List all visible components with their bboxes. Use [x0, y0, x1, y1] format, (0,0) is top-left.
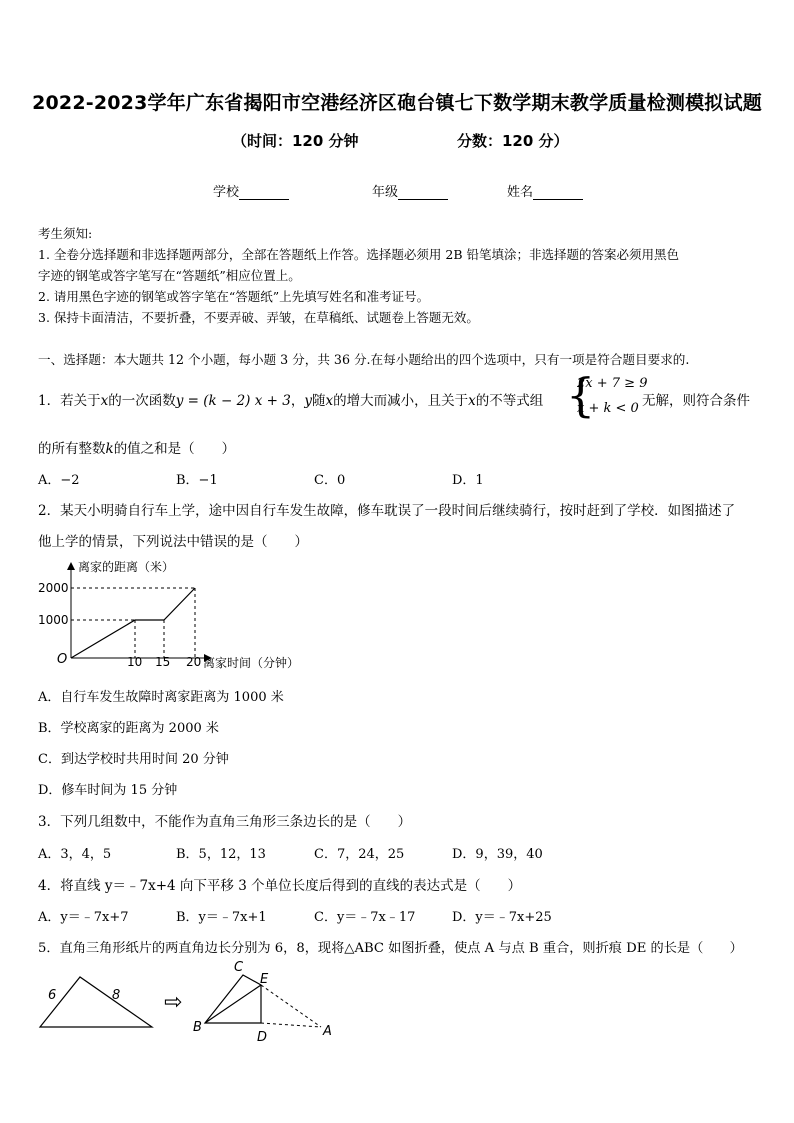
graph-y-tick: 1000	[38, 613, 69, 627]
graph-origin: O	[57, 652, 68, 667]
inequality-1: 2x + 7 ≥ 9	[577, 376, 648, 391]
point-label-b: B	[193, 1020, 202, 1035]
q1-var: x	[100, 393, 109, 409]
question-1-line-1	[38, 389, 543, 409]
side-label-8: 8	[112, 988, 121, 1003]
question-3: 3．下列几组数中，不能作为直角三角形三条边长的是（ ）	[38, 814, 412, 830]
arrow-icon: ⇨	[164, 990, 183, 1015]
notes-line: 字迹的钢笔或答字笔写在“答题纸”相应位置上。	[38, 268, 301, 283]
q1-text: 的增大而减小，且关于	[333, 393, 469, 409]
section-heading: 一、选择题：本大题共 12 个小题，每小题 3 分，共 36 分.在每小题给出的四个选项中，只有一项是符合题目要求的.	[38, 352, 690, 367]
name-blank	[533, 185, 583, 200]
question-5: 5．直角三角形纸片的两直角边长分别为 6，8，现将△ABC 如图折叠，使点 A 与点 B 重合，则折痕 DE 的长是（ ）	[38, 941, 743, 956]
graph-x-tick: 10	[127, 655, 143, 669]
q1-option-c: C．0	[314, 473, 346, 488]
original-triangle	[40, 977, 152, 1027]
q1-option-a: A．−2	[38, 473, 80, 488]
dashed-edge	[261, 1023, 321, 1027]
school-field	[213, 181, 289, 200]
exam-score: 分数：120 分）	[457, 132, 569, 150]
graph-y-label: 离家的距离（米）	[78, 560, 175, 574]
q1-text: 的一次函数	[108, 393, 176, 409]
q1-var: x	[325, 393, 334, 409]
grade-field	[372, 181, 448, 200]
distance-time-graph	[38, 556, 338, 676]
page-title: 2022-2023学年广东省揭阳市空港经济区砲台镇七下数学期末教学质量检测模拟试题	[32, 92, 762, 114]
folding-triangle-figure	[30, 955, 350, 1050]
q2-option-a: A．自行车发生故障时离家距离为 1000 米	[38, 690, 284, 705]
q1-var: y	[304, 393, 312, 409]
q1-text: 的值之和是（ ）	[113, 441, 236, 457]
school-blank	[239, 185, 289, 200]
question-4: 4．将直线 y＝﹣7x+4 向下平移 3 个单位长度后得到的直线的表达式是（ ）	[38, 878, 522, 894]
point-label-e: E	[260, 972, 269, 987]
inequality-brace: {	[566, 368, 596, 422]
q1-text: ，	[290, 393, 305, 409]
q3-option-b: B．5，12，13	[176, 847, 266, 862]
q3-option-d: D．9，39，40	[452, 847, 543, 862]
question-2-line-1: 2．某天小明骑自行车上学，途中因自行车发生故障，修车耽误了一段时间后继续骑行，按时赶到了学校．如图描述了	[38, 503, 736, 519]
graph-x-tick: 20	[186, 655, 202, 669]
q4-option-c: C．y＝﹣7x﹣17	[314, 910, 416, 925]
dashed-edge	[261, 985, 321, 1027]
question-2-line-2: 他上学的情景，下列说法中错误的是（ ）	[38, 534, 308, 550]
journey-line	[71, 588, 195, 658]
q1-var: k	[105, 441, 114, 457]
q3-option-a: A．3，4，5	[38, 847, 112, 862]
q1-option-b: B．−1	[176, 473, 218, 488]
q1-var: x	[468, 393, 476, 409]
q2-option-c: C．到达学校时共用时间 20 分钟	[38, 752, 229, 767]
school-label: 学校	[213, 185, 240, 200]
q4-option-a: A．y＝﹣7x+7	[38, 910, 129, 925]
name-label: 姓名	[507, 185, 534, 200]
point-label-d: D	[257, 1030, 268, 1045]
inequality-2: x + k < 0	[577, 401, 639, 416]
point-label-a: A	[323, 1024, 332, 1039]
q1-option-d: D．1	[452, 473, 484, 488]
question-1-line-2	[38, 437, 235, 457]
q1-text: 随	[311, 393, 326, 409]
grade-blank	[398, 185, 448, 200]
notes-heading: 考生须知:	[38, 226, 93, 241]
graph-x-label: 离家时间（分钟）	[203, 656, 300, 670]
point-label-c: C	[234, 960, 244, 975]
notes-line: 1. 全卷分选择题和非选择题两部分，全部在答题纸上作答。选择题必须用 2B 铅笔填涂；非选择题的答案必须用黑色	[38, 247, 679, 262]
q2-option-d: D．修车时间为 15 分钟	[38, 783, 178, 798]
q1-text: 的所有整数	[38, 441, 106, 457]
notes-line: 2. 请用黑色字迹的钢笔或答字笔在“答题纸”上先填写姓名和准考证号。	[38, 289, 430, 304]
grade-label: 年级	[372, 185, 399, 200]
side-label-6: 6	[48, 988, 57, 1003]
q4-option-d: D．y＝﹣7x+25	[452, 910, 552, 925]
name-field	[507, 181, 583, 200]
q3-option-c: C．7，24，25	[314, 847, 405, 862]
q2-option-b: B．学校离家的距离为 2000 米	[38, 721, 219, 736]
q1-text: 的不等式组	[475, 393, 544, 409]
q1-function: y = (k − 2) x + 3	[175, 393, 291, 409]
notes-line: 3. 保持卡面清洁，不要折叠，不要弄破、弄皱，在草稿纸、试题卷上答题无效。	[38, 310, 479, 325]
folded-shape	[205, 975, 261, 1023]
fold-line	[205, 985, 261, 1023]
q1-text: 1．若关于	[38, 393, 101, 409]
graph-y-tick: 2000	[38, 581, 69, 595]
q4-option-b: B．y＝﹣7x+1	[176, 910, 267, 925]
graph-x-tick: 15	[155, 655, 171, 669]
exam-time: （时间：120 分钟	[232, 132, 359, 150]
q1-text: 无解，则符合条件	[642, 393, 750, 409]
